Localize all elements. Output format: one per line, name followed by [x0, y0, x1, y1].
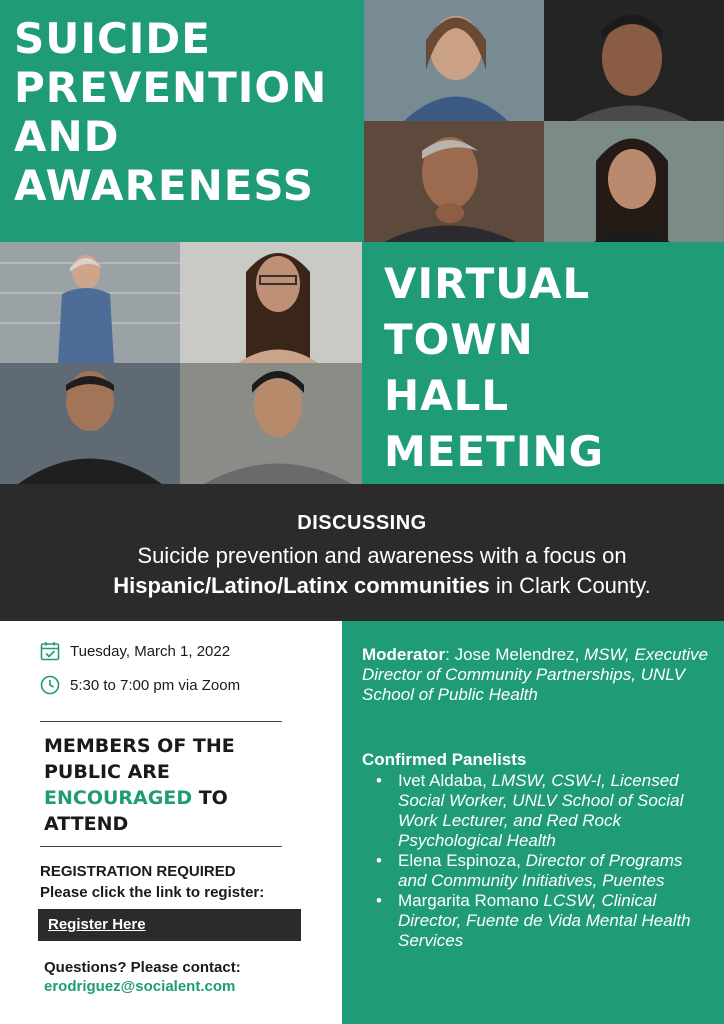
- moderator-info: [362, 645, 712, 705]
- portrait-photo: [544, 121, 724, 242]
- discussing-band: [0, 484, 724, 621]
- panelist-item: [362, 851, 712, 891]
- divider: [40, 721, 282, 722]
- discussing-line-1: Suicide prevention and awareness with a focus on: [137, 543, 627, 568]
- register-prompt: Please click the link to register:: [40, 884, 265, 901]
- registration-required: REGISTRATION REQUIRED: [40, 863, 236, 880]
- moderator-label: Moderator: [362, 645, 446, 664]
- panelists-list: [362, 771, 712, 951]
- event-time-row: [40, 675, 240, 695]
- discussing-location: in Clark County.: [489, 573, 651, 598]
- panelists-heading: Confirmed Panelists: [362, 750, 527, 769]
- main-title: [14, 14, 327, 210]
- calendar-check-icon: [40, 641, 60, 661]
- members-line: MEMBERS OF THE: [44, 735, 235, 757]
- event-date: Tuesday, March 1, 2022: [70, 642, 231, 660]
- discussing-line-2: [0, 573, 724, 599]
- moderator-name: : Jose Melendrez,: [445, 645, 585, 664]
- title-line: SUICIDE: [14, 14, 211, 63]
- panelist-title: LCSW, Clinical Director, Fuente de Vida Mental Health Services: [398, 891, 691, 950]
- meeting-title-line: HALL: [384, 371, 510, 420]
- title-line: AWARENESS: [14, 161, 315, 210]
- members-to: TO: [192, 787, 228, 809]
- event-time: 5:30 to 7:00 pm via Zoom: [70, 676, 241, 694]
- encouraged-word: ENCOURAGED: [44, 787, 193, 809]
- meeting-title-line: VIRTUAL: [384, 259, 591, 308]
- panelist-item: [362, 771, 712, 851]
- portrait-photo: [180, 363, 362, 484]
- clock-icon: [40, 675, 60, 695]
- title-line: PREVENTION: [14, 63, 328, 112]
- meeting-title-line: TOWN: [384, 315, 534, 364]
- divider: [40, 846, 282, 847]
- focus-communities: Hispanic/Latino/Latinx communities: [113, 573, 490, 598]
- portrait-photo: [180, 242, 362, 363]
- contact-email[interactable]: erodriguez@socialent.com: [44, 978, 236, 995]
- members-line: ATTEND: [44, 813, 129, 835]
- register-link[interactable]: Register Here: [48, 916, 146, 933]
- questions-label: Questions? Please contact:: [44, 959, 241, 976]
- panelist-title: LMSW, CSW-I, Licensed Social Worker, UNLV School of Social Work Lecturer, and Red Rock Psychological Health: [398, 771, 684, 850]
- panelist-title: Director of Programs and Community Initiatives, Puentes: [398, 851, 683, 890]
- event-info: [0, 621, 342, 1024]
- portrait-photo: [364, 121, 544, 242]
- moderator-title: MSW, Executive Director of Community Partnerships, UNLV School of Public Health: [362, 645, 709, 704]
- portrait-photo: [544, 0, 724, 121]
- panelist-item: [362, 891, 712, 951]
- register-button[interactable]: [38, 909, 301, 941]
- meeting-title-line: MEETING: [384, 427, 605, 476]
- portrait-photo: [364, 0, 544, 121]
- panelist-name: Margarita Romano: [398, 891, 544, 910]
- title-line: AND: [14, 112, 120, 161]
- members-line: PUBLIC ARE: [44, 761, 170, 783]
- discussing-heading: DISCUSSING: [297, 512, 427, 534]
- portrait-photo: [0, 242, 180, 363]
- members-callout: [44, 733, 235, 837]
- speakers-panel: [342, 621, 724, 1024]
- meeting-title: [384, 256, 604, 480]
- panelist-name: Ivet Aldaba,: [398, 771, 492, 790]
- portrait-photo: [0, 363, 180, 484]
- event-date-row: [40, 641, 230, 661]
- panelist-name: Elena Espinoza,: [398, 851, 526, 870]
- members-line: [44, 785, 235, 811]
